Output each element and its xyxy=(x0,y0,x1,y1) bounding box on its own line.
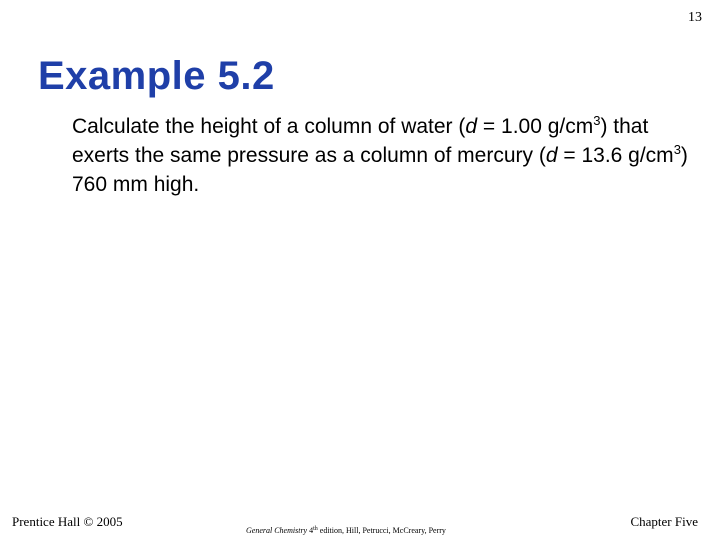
problem-text-4: = 13.6 g/cm xyxy=(557,144,674,167)
footer-publisher: Prentice Hall © 2005 xyxy=(12,514,123,529)
footer-chapter: Chapter Five xyxy=(630,514,698,529)
slide-title: Example 5.2 xyxy=(38,54,275,98)
density-symbol: d xyxy=(465,115,478,138)
problem-text-2: = 1.00 g/cm xyxy=(477,115,594,138)
edition-suffix: th xyxy=(313,526,318,532)
density-symbol: d xyxy=(545,144,558,167)
book-title: General Chemistry xyxy=(246,526,308,535)
exponent: 3 xyxy=(673,142,681,157)
page-number: 13 xyxy=(688,10,702,25)
problem-text-3: ) that exerts the same pressure as a column of mercury ( xyxy=(72,115,649,167)
edition-number: 4 xyxy=(307,526,314,535)
citation-authors: edition, Hill, Petrucci, McCreary, Perry xyxy=(317,526,446,535)
problem-text-1: Calculate the height of a column of water ( xyxy=(72,115,466,138)
footer-book-citation xyxy=(246,526,446,535)
problem-text-5: ) 760 mm high. xyxy=(72,144,688,196)
exponent: 3 xyxy=(593,113,601,128)
problem-statement xyxy=(72,112,692,199)
